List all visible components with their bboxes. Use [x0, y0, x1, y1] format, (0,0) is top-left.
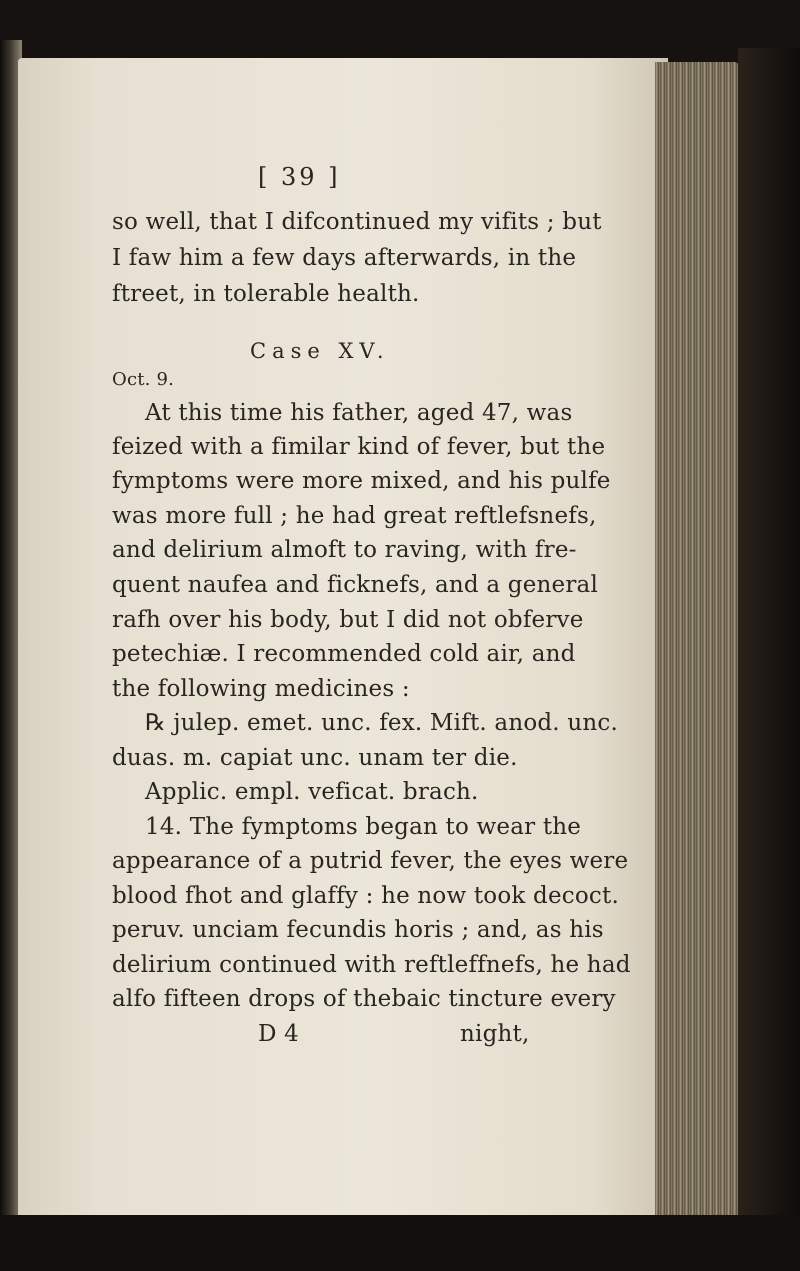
date-note: Oct. 9.	[112, 369, 175, 390]
text-line: peruv. unciam fecundis horis ; and, as his	[112, 917, 604, 943]
text-line: petechiæ. I recommended cold air, and	[112, 641, 576, 667]
text-line: rafh over his body, but I did not obferve	[112, 607, 584, 633]
text-line: feized with a fimilar kind of fever, but the	[112, 434, 606, 460]
signature-mark: D 4	[258, 1021, 299, 1047]
text-line: and delirium almoft to raving, with fre-	[112, 537, 577, 563]
text-line: ℞ julep. emet. unc. fex. Mift. anod. unc.	[145, 710, 618, 736]
text-line: delirium continued with reftleffnefs, he had	[112, 952, 631, 978]
text-line: was more full ; he had great reftlefsnefs,	[112, 503, 597, 529]
text-line: alfo fifteen drops of thebaic tincture every	[112, 986, 616, 1012]
catchword: night,	[460, 1021, 530, 1047]
text-line: Applic. empl. veficat. brach.	[145, 779, 479, 805]
text-line: ftreet, in tolerable health.	[112, 281, 420, 307]
text-line: duas. m. capiat unc. unam ter die.	[112, 745, 518, 771]
text-line: At this time his father, aged 47, was	[145, 400, 573, 426]
text-line: quent naufea and ficknefs, and a general	[112, 572, 599, 598]
text-line: the following medicines :	[112, 676, 410, 702]
text-line: appearance of a putrid fever, the eyes were	[112, 848, 629, 874]
text-line: so well, that I difcontinued my vifits ; but	[112, 209, 602, 235]
text-line: I faw him a few days afterwards, in the	[112, 245, 577, 271]
text-line: 14. The fymptoms began to wear the	[145, 814, 582, 840]
text-line: fymptoms were more mixed, and his pulfe	[112, 468, 611, 494]
text-line: blood fhot and glaffy : he now took decoct.	[112, 883, 619, 909]
running-head: [ 39 ]	[258, 163, 341, 191]
case-heading: Case XV.	[250, 339, 390, 363]
